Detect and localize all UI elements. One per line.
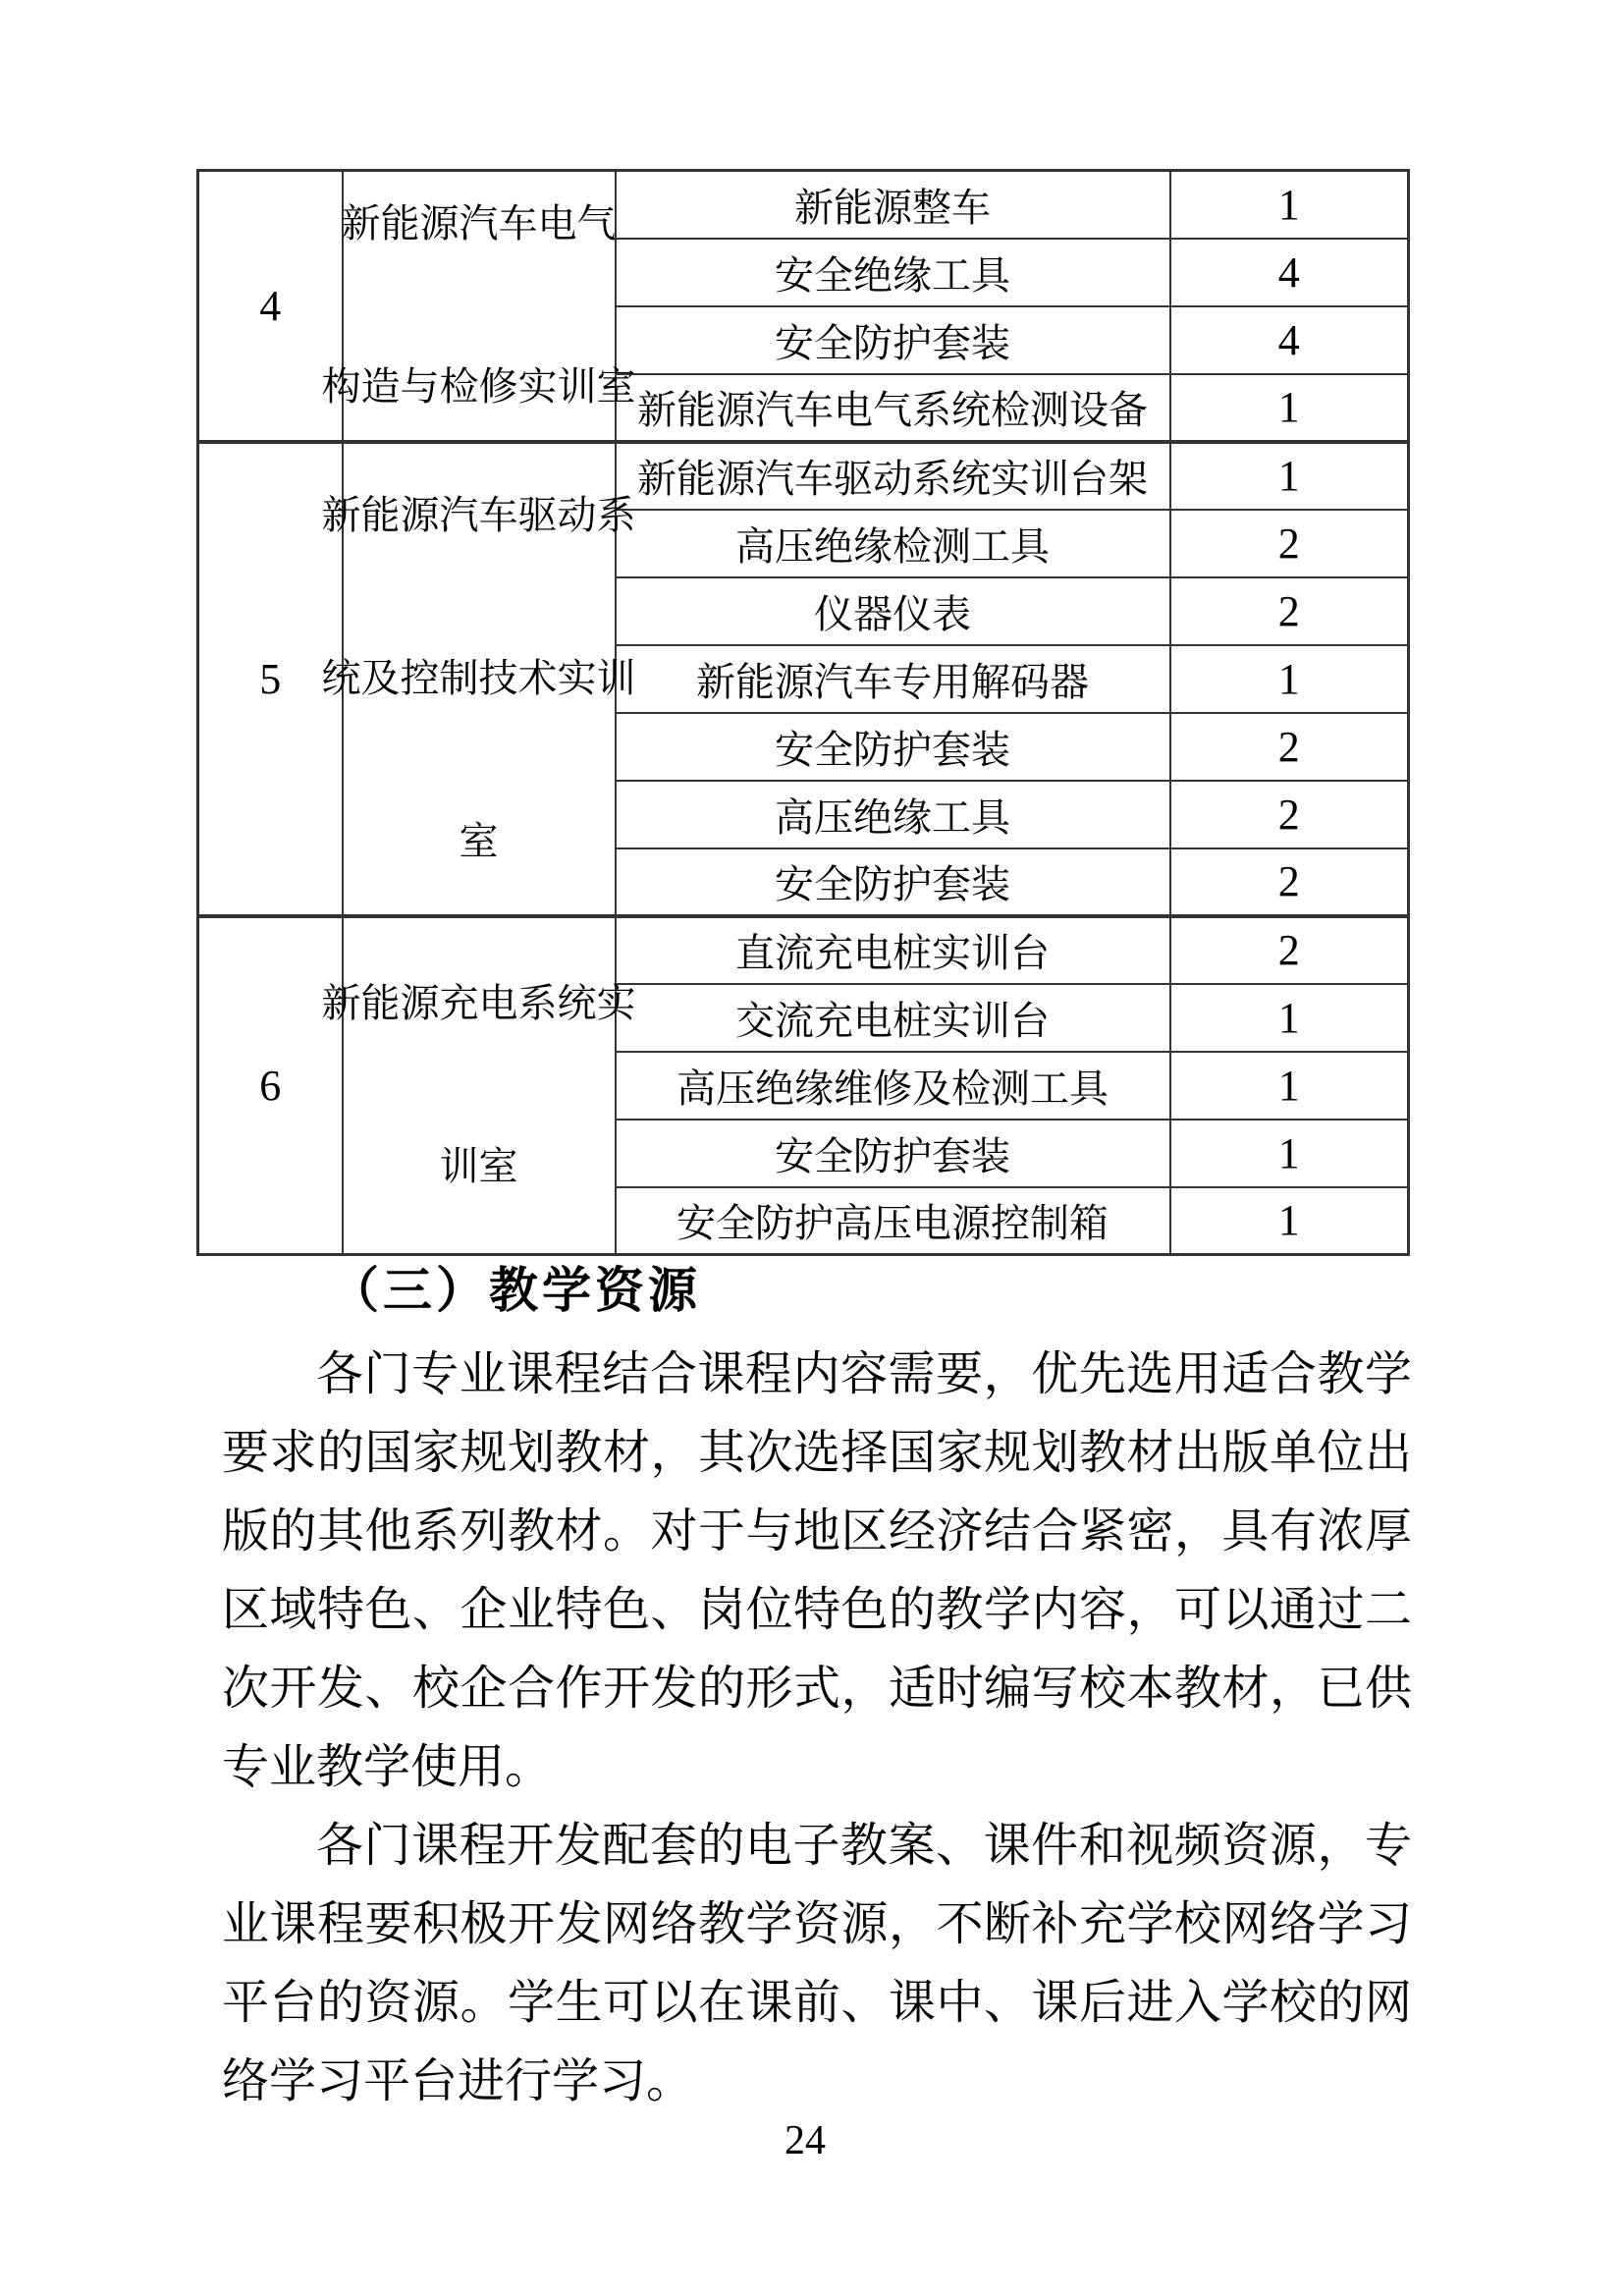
quantity-cell: 4 [1170,306,1409,374]
table-row [198,171,1409,239]
quantity-cell: 2 [1170,510,1409,577]
row-index-cell: 4 [198,171,343,442]
room-name-lines [321,918,636,1254]
row-index-cell: 5 [198,442,343,916]
quantity-cell: 1 [1170,1052,1409,1120]
quantity-cell: 1 [1170,171,1409,239]
room-name-line: 新能源充电系统实 [321,981,636,1026]
equipment-name-cell: 高压绝缘工具 [616,781,1170,848]
room-name-line: 新能源汽车电气 [341,201,617,246]
body-paragraph: 各门专业课程结合课程内容需要，优先选用适合教学要求的国家规划教材，其次选择国家规划教材出版单位出版的其他系列教材。对于与地区经济结合紧密，具有浓厚区域特色、企业特色、岗位特色的教学内容，可以通过二次开发、校企合作开发的形式，适时编写校本教材，已供专业教学使用。 [222,1348,1412,1793]
room-name-line: 构造与检修实训室 [321,364,636,410]
equipment-name-cell: 新能源汽车驱动系统实训台架 [616,442,1170,510]
room-name-line: 训室 [439,1144,518,1189]
equipment-name-cell: 安全防护套装 [616,713,1170,781]
equipment-name-cell: 直流充电桩实训台 [616,916,1170,984]
quantity-cell: 1 [1170,1120,1409,1187]
quantity-cell: 1 [1170,442,1409,510]
room-name-cell [321,171,636,442]
equipment-name-cell: 安全绝缘工具 [616,239,1170,306]
equipment-name-cell: 高压绝缘检测工具 [616,510,1170,577]
quantity-cell: 2 [1170,577,1409,645]
room-name-lines [321,444,636,914]
equipment-name-cell: 新能源汽车电气系统检测设备 [616,374,1170,442]
quantity-cell: 1 [1170,1187,1409,1255]
equipment-name-cell: 仪器仪表 [616,577,1170,645]
quantity-cell: 2 [1170,781,1409,848]
table-row [198,442,1409,510]
quantity-cell: 2 [1170,848,1409,916]
room-name-line: 室 [459,819,499,863]
quantity-cell: 1 [1170,984,1409,1052]
section-heading: （三）教学资源 [330,1263,701,1318]
equipment-name-cell: 安全防护套装 [616,306,1170,374]
quantity-cell: 1 [1170,374,1409,442]
quantity-cell: 4 [1170,239,1409,306]
equipment-name-cell: 高压绝缘维修及检测工具 [616,1052,1170,1120]
equipment-name-cell: 新能源整车 [616,171,1170,239]
equipment-table [196,169,1410,1256]
equipment-name-cell: 新能源汽车专用解码器 [616,645,1170,713]
quantity-cell: 2 [1170,916,1409,984]
page-number: 24 [784,2118,826,2163]
room-name-line: 新能源汽车驱动系 [321,493,636,537]
teaching-resources-section [222,1255,1412,2121]
room-name-cell [321,916,636,1255]
body-paragraph: 各门课程开发配套的电子教案、课件和视频资源，专业课程要积极开发网络教学资源，不断补充学校网络学习平台的资源。学生可以在课前、课中、课后进入学校的网络学习平台进行学习。 [222,1820,1412,2107]
quantity-cell: 1 [1170,645,1409,713]
equipment-name-cell: 安全防护套装 [616,1120,1170,1187]
quantity-cell: 2 [1170,713,1409,781]
equipment-name-cell: 安全防护高压电源控制箱 [616,1187,1170,1255]
equipment-name-cell: 安全防护套装 [616,848,1170,916]
room-name-lines [321,172,636,440]
equipment-name-cell: 交流充电桩实训台 [616,984,1170,1052]
room-name-line: 统及控制技术实训 [321,656,636,700]
room-name-cell [321,442,636,916]
table-row [198,916,1409,984]
row-index-cell: 6 [198,916,343,1255]
